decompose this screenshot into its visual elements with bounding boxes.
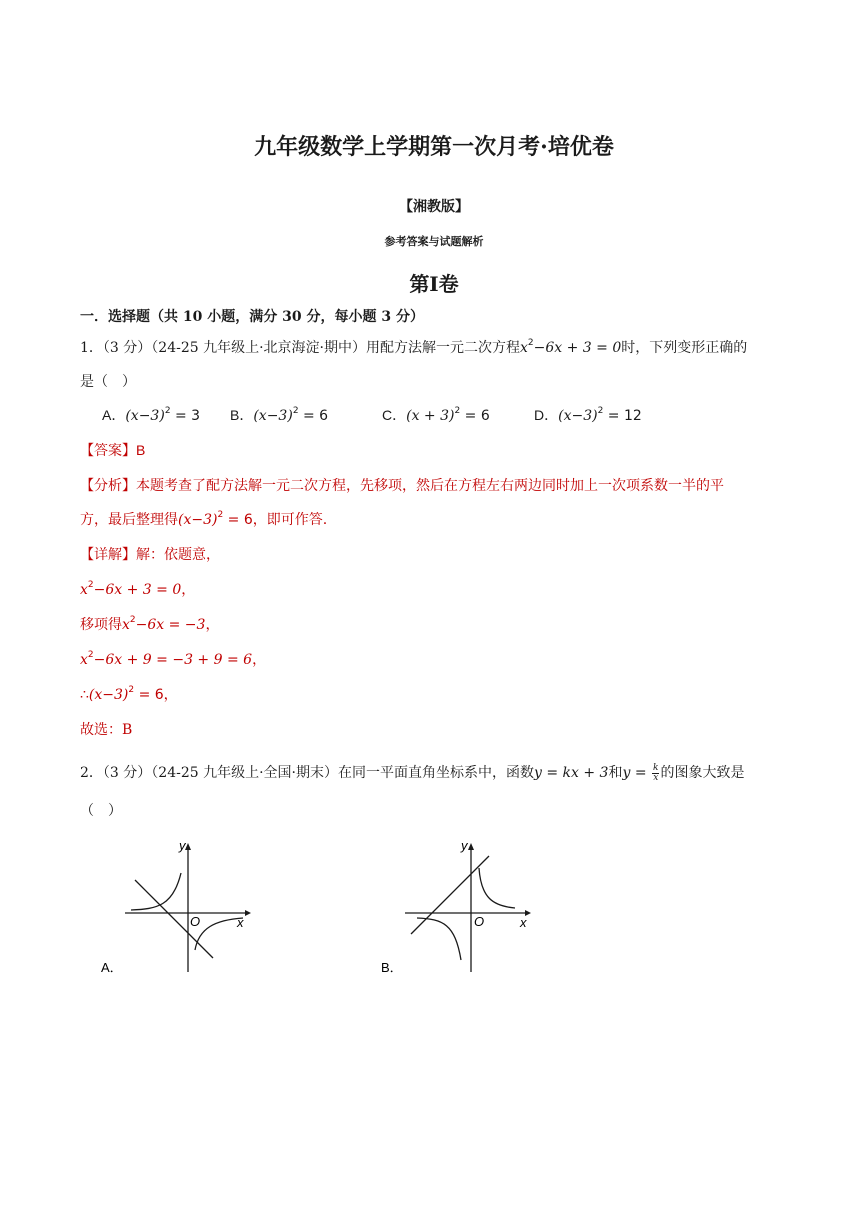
q1-equation-rest: −6x + 3 = 0 (533, 340, 622, 356)
q1-stem-before: 用配方法解一元二次方程 (366, 340, 520, 356)
option-base: (x−3) (558, 408, 598, 424)
option-rest: = 3 (170, 408, 201, 424)
y-axis-label: y (179, 838, 186, 853)
page-subtitle: 参考答案与试题解析 (384, 235, 484, 248)
step-b: −6x = −3 (135, 617, 206, 633)
step-exp: 2 (128, 685, 135, 695)
step-exp: 2 (87, 580, 94, 590)
step-b: −6x + 9 = −3 + 9 = 6 (93, 652, 253, 668)
x-axis-label: x (237, 915, 244, 930)
q2-number: 2． (80, 765, 103, 781)
q2-score: （3 分） (102, 765, 152, 781)
analysis-math-base: (x−3) (178, 512, 218, 528)
option-exp: 2 (292, 406, 299, 416)
q2-source: （24-25 九年级上·全国·期末） (151, 765, 338, 781)
step-pre: 移项得 (80, 617, 122, 633)
option-label: D． (534, 407, 559, 423)
q1-step-1 (80, 579, 195, 599)
q1-stem-line2: 是（ ） (80, 374, 136, 390)
origin-label: O (474, 914, 485, 929)
step-post: ， (163, 687, 178, 703)
fraction-numerator: k (653, 762, 659, 773)
q2-stem-after: 的图象大致是 (660, 765, 745, 781)
q2-func1: y = kx + 3 (534, 765, 609, 781)
option-rest: = 6 (298, 408, 329, 424)
step-post: ， (181, 582, 196, 598)
analysis-tag: 【分析】 (80, 478, 136, 494)
option-exp: 2 (454, 406, 461, 416)
q2-graph-a[interactable] (95, 838, 265, 978)
analysis-text-c: ，即可作答. (252, 512, 328, 528)
q1-answer (80, 440, 145, 460)
edition-label: 【湘教版】 (399, 199, 469, 215)
option-rest: = 12 (603, 408, 642, 424)
y-axis-arrow-icon (185, 843, 191, 850)
analysis-text: 本题考查了配方法解一元二次方程，先移项，然后在方程左右两边同时加上一次项系数一半的平 (136, 478, 724, 494)
q1-analysis-line1 (80, 475, 724, 495)
q2-func2-lhs: y = (622, 765, 652, 781)
hyperbola-branch-lower (195, 918, 243, 950)
q1-equation-var: x (520, 340, 528, 356)
option-base: (x−3) (125, 408, 165, 424)
step-exp: 2 (129, 615, 136, 625)
step-b: −6x + 3 = 0 (93, 582, 182, 598)
q1-choice: 故选：B (80, 722, 133, 738)
q1-option-b[interactable] (230, 405, 328, 425)
y-axis-label: y (461, 838, 468, 853)
option-rest: = 6 (460, 408, 490, 424)
q2-stem-before: 在同一平面直角坐标系中，函数 (338, 765, 534, 781)
q1-option-d[interactable] (534, 405, 642, 425)
step-post: ， (205, 617, 220, 633)
q1-step-2 (80, 614, 219, 634)
q1-step-4 (80, 684, 178, 704)
x-axis-label: x (520, 915, 527, 930)
answer-value: B (136, 442, 146, 458)
q1-source: （24-25 九年级上·北京海淀·期中） (151, 340, 366, 356)
q1-option-c[interactable] (382, 405, 490, 425)
x-axis-arrow-icon (245, 910, 251, 916)
q2-fraction (652, 764, 659, 783)
detail-intro: 解：依题意， (136, 547, 220, 563)
option-exp: 2 (164, 406, 171, 416)
option-base: (x + 3) (406, 408, 455, 424)
step-post: ， (252, 652, 267, 668)
detail-tag: 【详解】 (80, 547, 136, 563)
q2-graph-b[interactable] (375, 838, 545, 978)
answer-tag: 【答案】 (80, 443, 136, 459)
option-exp: 2 (597, 406, 604, 416)
section-heading: 一．选择题（共 10 小题，满分 30 分，每小题 3 分） (80, 309, 424, 325)
option-label: C． (382, 407, 407, 423)
step-a: x (122, 617, 130, 633)
origin-label: O (190, 914, 201, 929)
q2-stem-line2: （ ） (80, 803, 122, 819)
step-pre: ∴ (80, 687, 89, 703)
q1-stem (80, 337, 747, 357)
hyperbola-branch-upper (479, 868, 515, 908)
graph-label: B． (381, 960, 403, 975)
q1-option-a[interactable] (102, 405, 200, 425)
page-title: 九年级数学上学期第一次月考·培优卷 (254, 134, 614, 160)
option-label: A． (102, 407, 126, 423)
volume-heading: 第Ⅰ卷 (409, 272, 459, 296)
q1-stem-after: 时，下列变形正确的 (621, 340, 748, 356)
y-axis-arrow-icon (468, 843, 474, 850)
graph-label: A． (101, 960, 123, 975)
step-a: x (80, 582, 88, 598)
step-a: (x−3) (88, 687, 129, 703)
q1-number: 1． (80, 340, 103, 356)
q2-and: 和 (608, 765, 623, 781)
option-base: (x−3) (253, 408, 293, 424)
q1-score: （3 分） (102, 340, 152, 356)
q2-stem (80, 762, 744, 783)
q1-step-3 (80, 649, 266, 669)
fraction-denominator: x (653, 772, 659, 783)
analysis-math-rest: = 6 (223, 512, 253, 528)
hyperbola-branch-lower (417, 918, 461, 960)
hyperbola-branch-upper (131, 873, 181, 910)
analysis-math-exp: 2 (217, 510, 224, 520)
step-b: = 6 (134, 687, 164, 703)
step-exp: 2 (87, 650, 94, 660)
option-label: B． (230, 407, 254, 423)
q1-analysis-line2 (80, 509, 327, 529)
q1-equation-exp: 2 (527, 338, 534, 348)
step-a: x (80, 652, 88, 668)
analysis-text-a: 方，最后整理得 (80, 512, 178, 528)
q1-detail (80, 544, 220, 564)
